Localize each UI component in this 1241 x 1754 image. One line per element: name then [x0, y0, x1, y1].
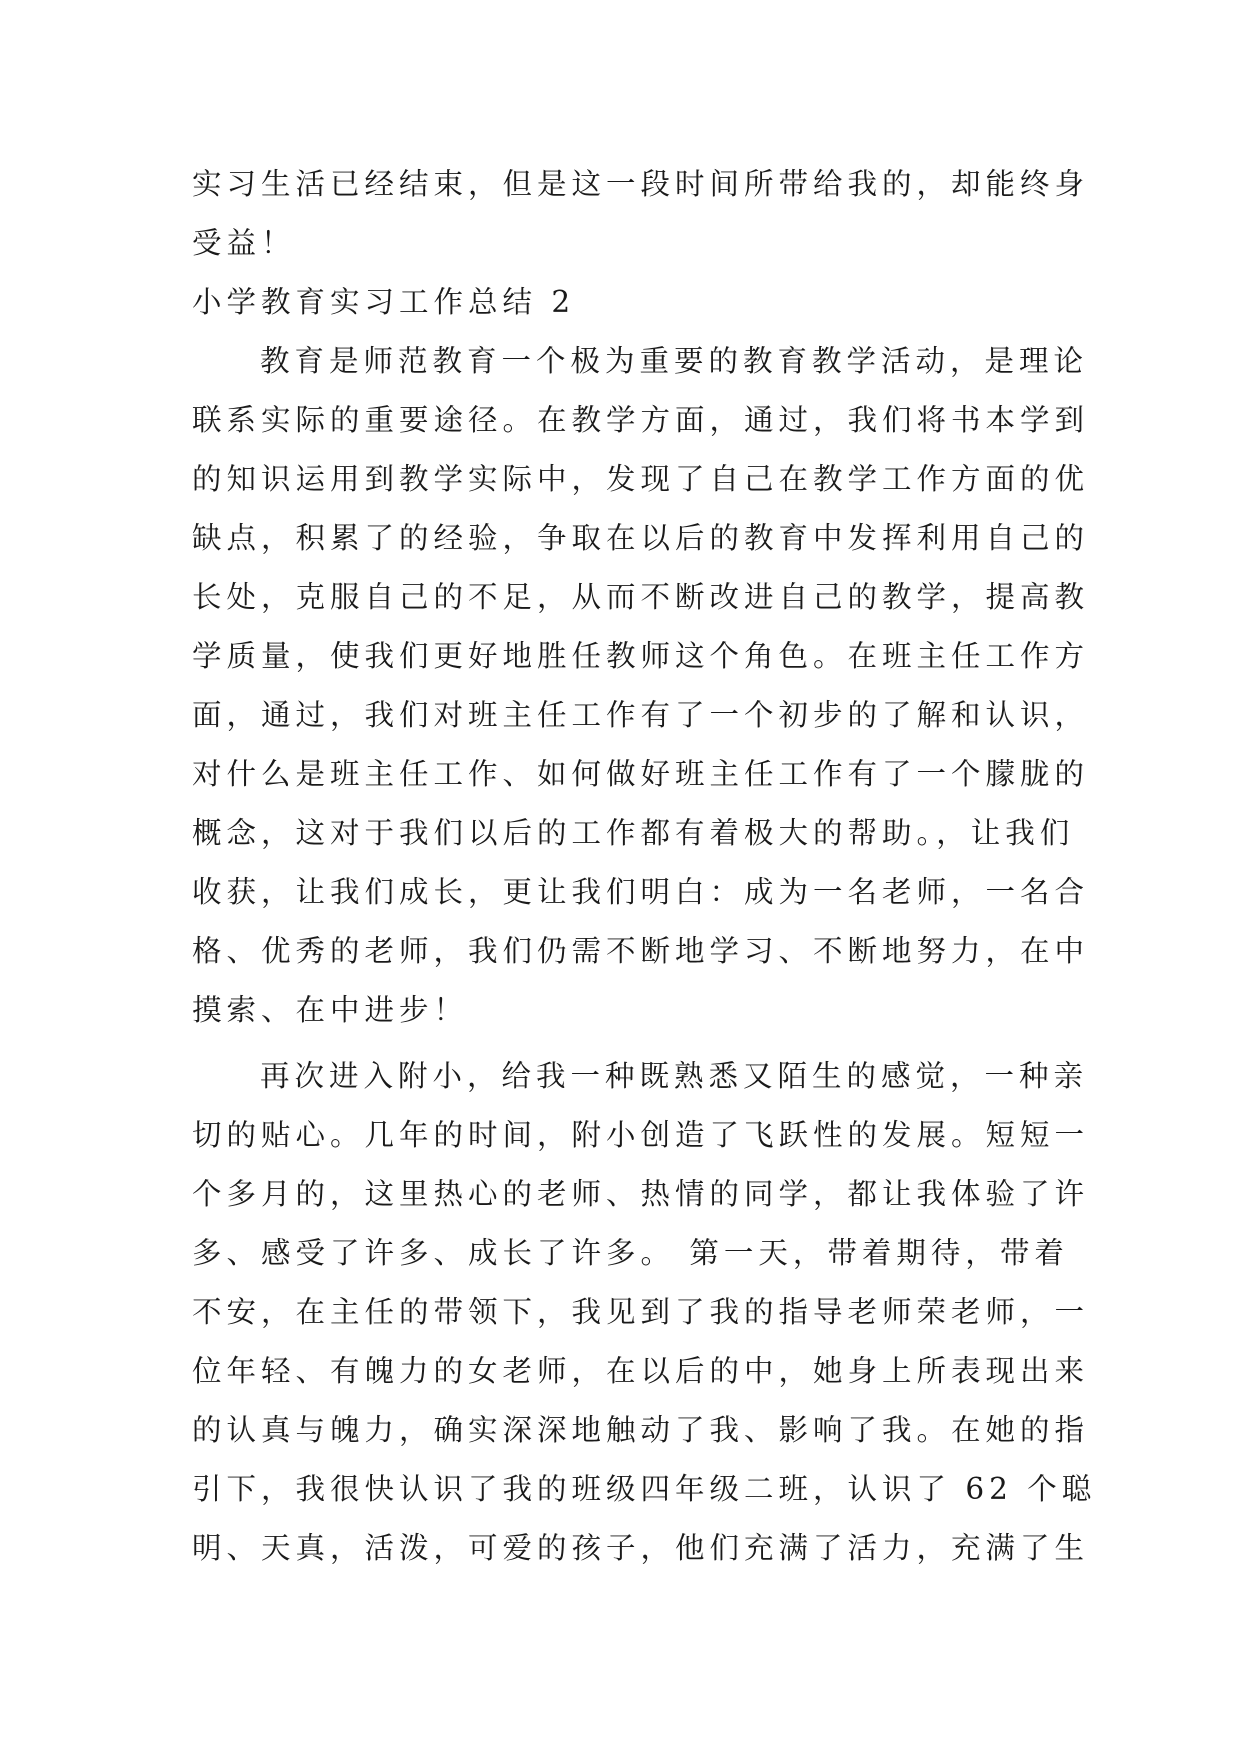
paragraph-line: 概念，这对于我们以后的工作都有着极大的帮助。，让我们: [192, 816, 1075, 850]
paragraph-line: 面，通过，我们对班主任工作有了一个初步的了解和认识，: [192, 698, 1090, 732]
paragraph-line: 缺点，积累了的经验，争取在以后的教育中发挥利用自己的: [192, 521, 1090, 555]
paragraph-line: 长处，克服自己的不足，从而不断改进自己的教学，提高教: [192, 580, 1090, 614]
paragraph-line: 再次进入附小，给我一种既熟悉又陌生的感觉，一种亲: [260, 1059, 1089, 1093]
paragraph-line: 格、优秀的老师，我们仍需不断地学习、不断地努力，在中: [192, 934, 1090, 968]
paragraph-line: 切的贴心。几年的时间，附小创造了飞跃性的发展。短短一: [192, 1118, 1090, 1152]
intro-paragraph: [192, 155, 1090, 273]
paragraph-line: 位年轻、有魄力的女老师，在以后的中，她身上所表现出来: [192, 1354, 1090, 1388]
paragraph-line: 摸索、在中进步！: [192, 993, 469, 1027]
paragraph-line: 教育是师范教育一个极为重要的教育教学活动，是理论: [260, 344, 1089, 378]
document-body: [192, 155, 1097, 1578]
intro-line: 实习生活已经结束，但是这一段时间所带给我的，却能终身: [192, 167, 1090, 201]
paragraph-line: 多、感受了许多、成长了许多。 第一天，带着期待，带着: [192, 1236, 1069, 1270]
intro-line: 受益！: [192, 226, 296, 260]
paragraph-line: 联系实际的重要途径。在教学方面，通过，我们将书本学到: [192, 403, 1090, 437]
body-paragraph-2: [192, 1047, 1097, 1578]
paragraph-line: 明、天真，活泼，可爱的孩子，他们充满了活力，充满了生: [192, 1531, 1090, 1565]
paragraph-line: 学质量，使我们更好地胜任教师这个角色。在班主任工作方: [192, 639, 1090, 673]
paragraph-line: 的认真与魄力，确实深深地触动了我、影响了我。在她的指: [192, 1413, 1090, 1447]
paragraph-line: 引下，我很快认识了我的班级四年级二班，认识了 62 个聪: [192, 1472, 1097, 1506]
paragraph-line: 收获，让我们成长，更让我们明白：成为一名老师，一名合: [192, 875, 1090, 909]
body-paragraph-1: [192, 332, 1090, 1040]
paragraph-line: 的知识运用到教学实际中，发现了自己在教学工作方面的优: [192, 462, 1090, 496]
paragraph-line: 个多月的，这里热心的老师、热情的同学，都让我体验了许: [192, 1177, 1090, 1211]
paragraph-line: 对什么是班主任工作、如何做好班主任工作有了一个朦胧的: [192, 757, 1090, 791]
paragraph-line: 不安，在主任的带领下，我见到了我的指导老师荣老师，一: [192, 1295, 1090, 1329]
paragraph-spacer: [192, 1040, 1054, 1047]
section-title: 小学教育实习工作总结 2: [192, 285, 576, 319]
